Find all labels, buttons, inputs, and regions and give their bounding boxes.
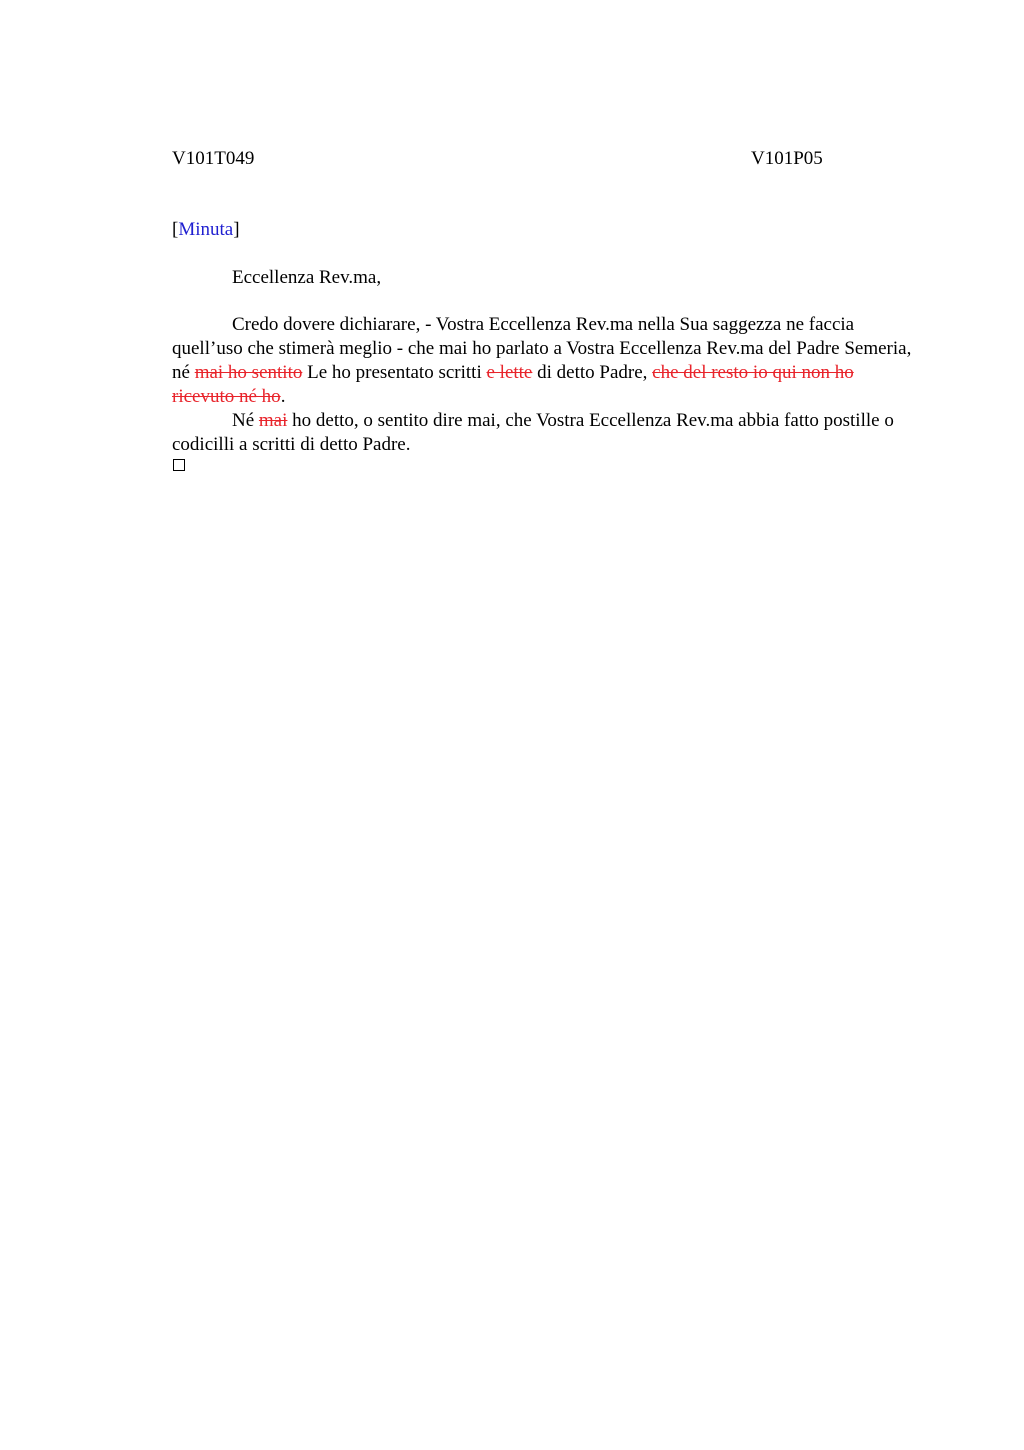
document-code-right: V101P05 [751,148,823,169]
deleted-text: mai ho sentito [194,362,303,383]
paragraph-1 [172,313,914,409]
document-type-label: Minuta [178,219,234,240]
text-segment: Credo dovere dichiarare, - Vostra Eccellenza Rev.ma nella Sua saggezza ne faccia quell’uso che stimerà meglio - che mai ho parlato a Vostra Eccellenza Rev.ma del Padre Semeria, né [172,314,912,383]
square-outline-icon [173,459,185,471]
text-segment: ho detto, o sentito dire mai, che Vostra Eccellenza Rev.ma abbia fatto postille o codicilli a scritti di detto Padre. [172,410,894,455]
deleted-text: e lette [486,362,533,383]
text-segment: di detto Padre, [532,362,653,383]
text-segment: Né [232,410,259,431]
salutation: Eccellenza Rev.ma, [232,267,382,288]
deleted-text: che del resto io qui non ho ricevuto né ho [172,362,854,407]
document-code-left: V101T049 [172,148,255,169]
bracket-open: [ [172,219,179,240]
document-type [172,218,240,242]
paragraph-2 [172,409,914,457]
text-segment: Le ho presentato scritti [302,362,487,383]
deleted-text: mai [258,410,288,431]
letter-body [172,313,914,457]
bracket-close: ] [233,219,240,240]
text-segment: . [280,386,286,407]
